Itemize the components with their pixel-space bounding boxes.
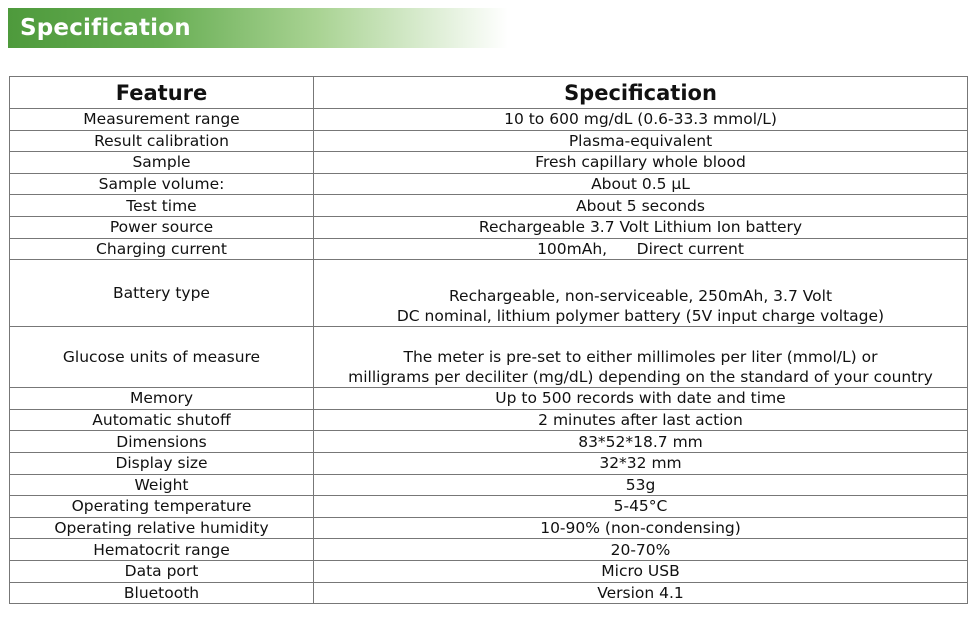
specification-cell: 5-45°C [314,496,968,518]
table-header-row [10,77,968,109]
table-row [10,152,968,174]
specification-cell: Rechargeable 3.7 Volt Lithium Ion battery [314,216,968,238]
specification-cell: 32*32 mm [314,452,968,474]
section-title: Specification [20,15,191,41]
table-row [10,452,968,474]
feature-cell: Battery type [10,260,314,327]
feature-cell: Result calibration [10,130,314,152]
section-banner [8,8,508,48]
specification-cell: About 0.5 μL [314,173,968,195]
feature-cell: Dimensions [10,431,314,453]
specification-cell: Fresh capillary whole blood [314,152,968,174]
specification-cell: 20-70% [314,539,968,561]
table-row [10,130,968,152]
specification-cell: 10-90% (non-condensing) [314,517,968,539]
table-row [10,216,968,238]
table-row [10,560,968,582]
feature-cell: Data port [10,560,314,582]
specification-cell: 100mAh, Direct current [314,238,968,260]
specification-cell: 2 minutes after last action [314,409,968,431]
specification-table [9,76,968,604]
feature-cell: Operating relative humidity [10,517,314,539]
feature-cell: Memory [10,388,314,410]
table-row [10,327,968,388]
table-row [10,260,968,327]
feature-cell: Power source [10,216,314,238]
table-row [10,539,968,561]
table-row [10,474,968,496]
feature-cell: Measurement range [10,109,314,131]
feature-cell: Hematocrit range [10,539,314,561]
feature-cell: Bluetooth [10,582,314,604]
table-row [10,173,968,195]
table-row [10,388,968,410]
table-row [10,582,968,604]
specification-cell: 83*52*18.7 mm [314,431,968,453]
specification-cell: 10 to 600 mg/dL (0.6-33.3 mmol/L) [314,109,968,131]
specification-cell: Up to 500 records with date and time [314,388,968,410]
feature-cell: Weight [10,474,314,496]
specification-cell: Version 4.1 [314,582,968,604]
table-row [10,195,968,217]
specification-cell [314,327,968,388]
specification-line: Rechargeable, non-serviceable, 250mAh, 3.7 Volt [448,287,833,306]
feature-cell: Automatic shutoff [10,409,314,431]
table-row [10,496,968,518]
table-row [10,517,968,539]
specification-cell: About 5 seconds [314,195,968,217]
feature-cell: Display size [10,452,314,474]
table-body [10,109,968,604]
specification-line: milligrams per deciliter (mg/dL) depending on the standard of your country [348,368,933,387]
specification-cell: Micro USB [314,560,968,582]
column-header-specification: Specification [314,77,968,109]
specification-cell: Plasma-equivalent [314,130,968,152]
specification-line: DC nominal, lithium polymer battery (5V input charge voltage) [396,307,885,326]
table-row [10,238,968,260]
column-header-feature: Feature [10,77,314,109]
feature-cell: Charging current [10,238,314,260]
table-row [10,431,968,453]
specification-cell [314,260,968,327]
feature-cell: Test time [10,195,314,217]
table-row [10,109,968,131]
feature-cell: Glucose units of measure [10,327,314,388]
feature-cell: Operating temperature [10,496,314,518]
table-row [10,409,968,431]
specification-line: The meter is pre-set to either millimoles per liter (mmol/L) or [403,348,878,367]
specification-cell: 53g [314,474,968,496]
feature-cell: Sample volume: [10,173,314,195]
feature-cell: Sample [10,152,314,174]
